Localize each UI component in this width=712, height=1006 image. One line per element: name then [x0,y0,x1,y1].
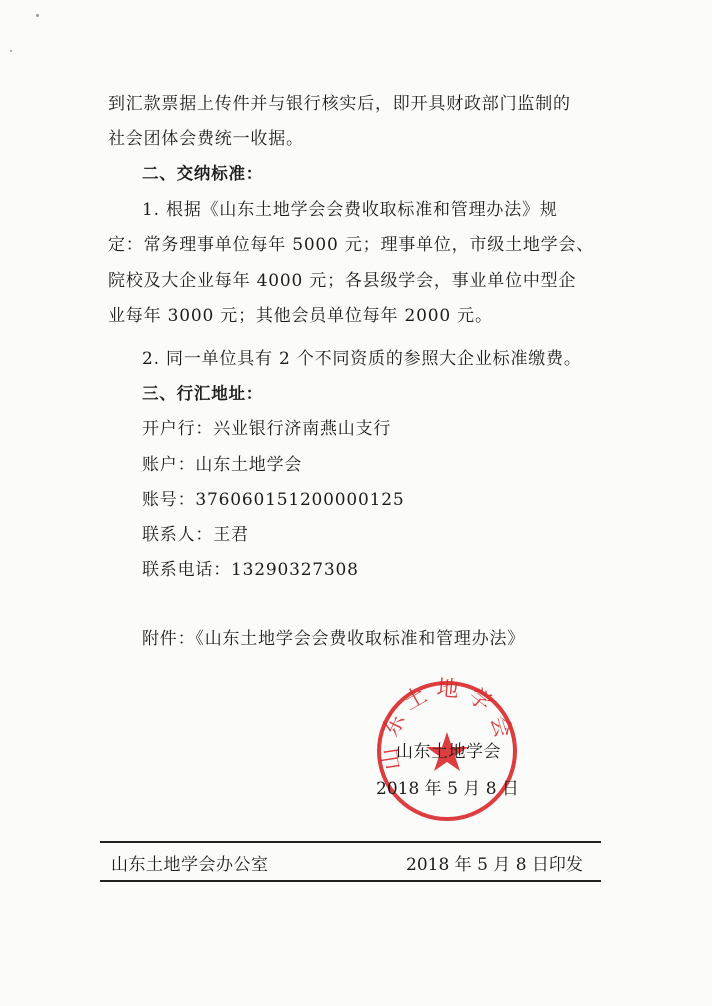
body-line: 业每年 3000 元；其他会员单位每年 2000 元。 [108,306,493,326]
bank-name: 开户行：兴业银行济南燕山支行 [142,419,392,439]
account-number: 账号：376060151200000125 [142,490,405,510]
body-line: 1. 根据《山东土地学会会费收取标准和管理办法》规 [142,200,558,220]
account-name: 账户：山东土地学会 [142,455,303,475]
body-line: 2. 同一单位具有 2 个不同资质的参照大企业标准缴费。 [142,349,582,369]
section-heading-address: 三、行汇地址： [142,384,264,403]
scan-speck [10,50,12,52]
body-line: 定：常务理事单位每年 5000 元；理事单位，市级土地学会、 [108,235,595,255]
footer-issuer: 山东土地学会办公室 [111,855,269,875]
footer-bottom-rule [100,880,601,882]
footer-print-date: 2018 年 5 月 8 日印发 [406,855,583,875]
svg-text:山东土地学会: 山东土地学会 [376,676,518,772]
body-line: 社会团体会费统一收据。 [108,129,304,149]
attachment-line: 附件：《山东土地学会会费收取标准和管理办法》 [142,629,526,649]
body-line: 到汇款票据上传件并与银行核实后，即开具财政部门监制的 [108,94,571,114]
section-heading-standards: 二、交纳标准： [142,164,264,183]
signature-org: 山东土地学会 [396,742,501,762]
body-line: 院校及大企业每年 4000 元；各县级学会，事业单位中型企 [108,271,577,291]
contact-person: 联系人：王君 [142,525,249,545]
signature-date: 2018 年 5 月 8 日 [376,779,519,799]
scan-speck [36,14,39,17]
footer-top-rule [100,841,601,843]
contact-phone: 联系电话：13290327308 [142,560,359,580]
